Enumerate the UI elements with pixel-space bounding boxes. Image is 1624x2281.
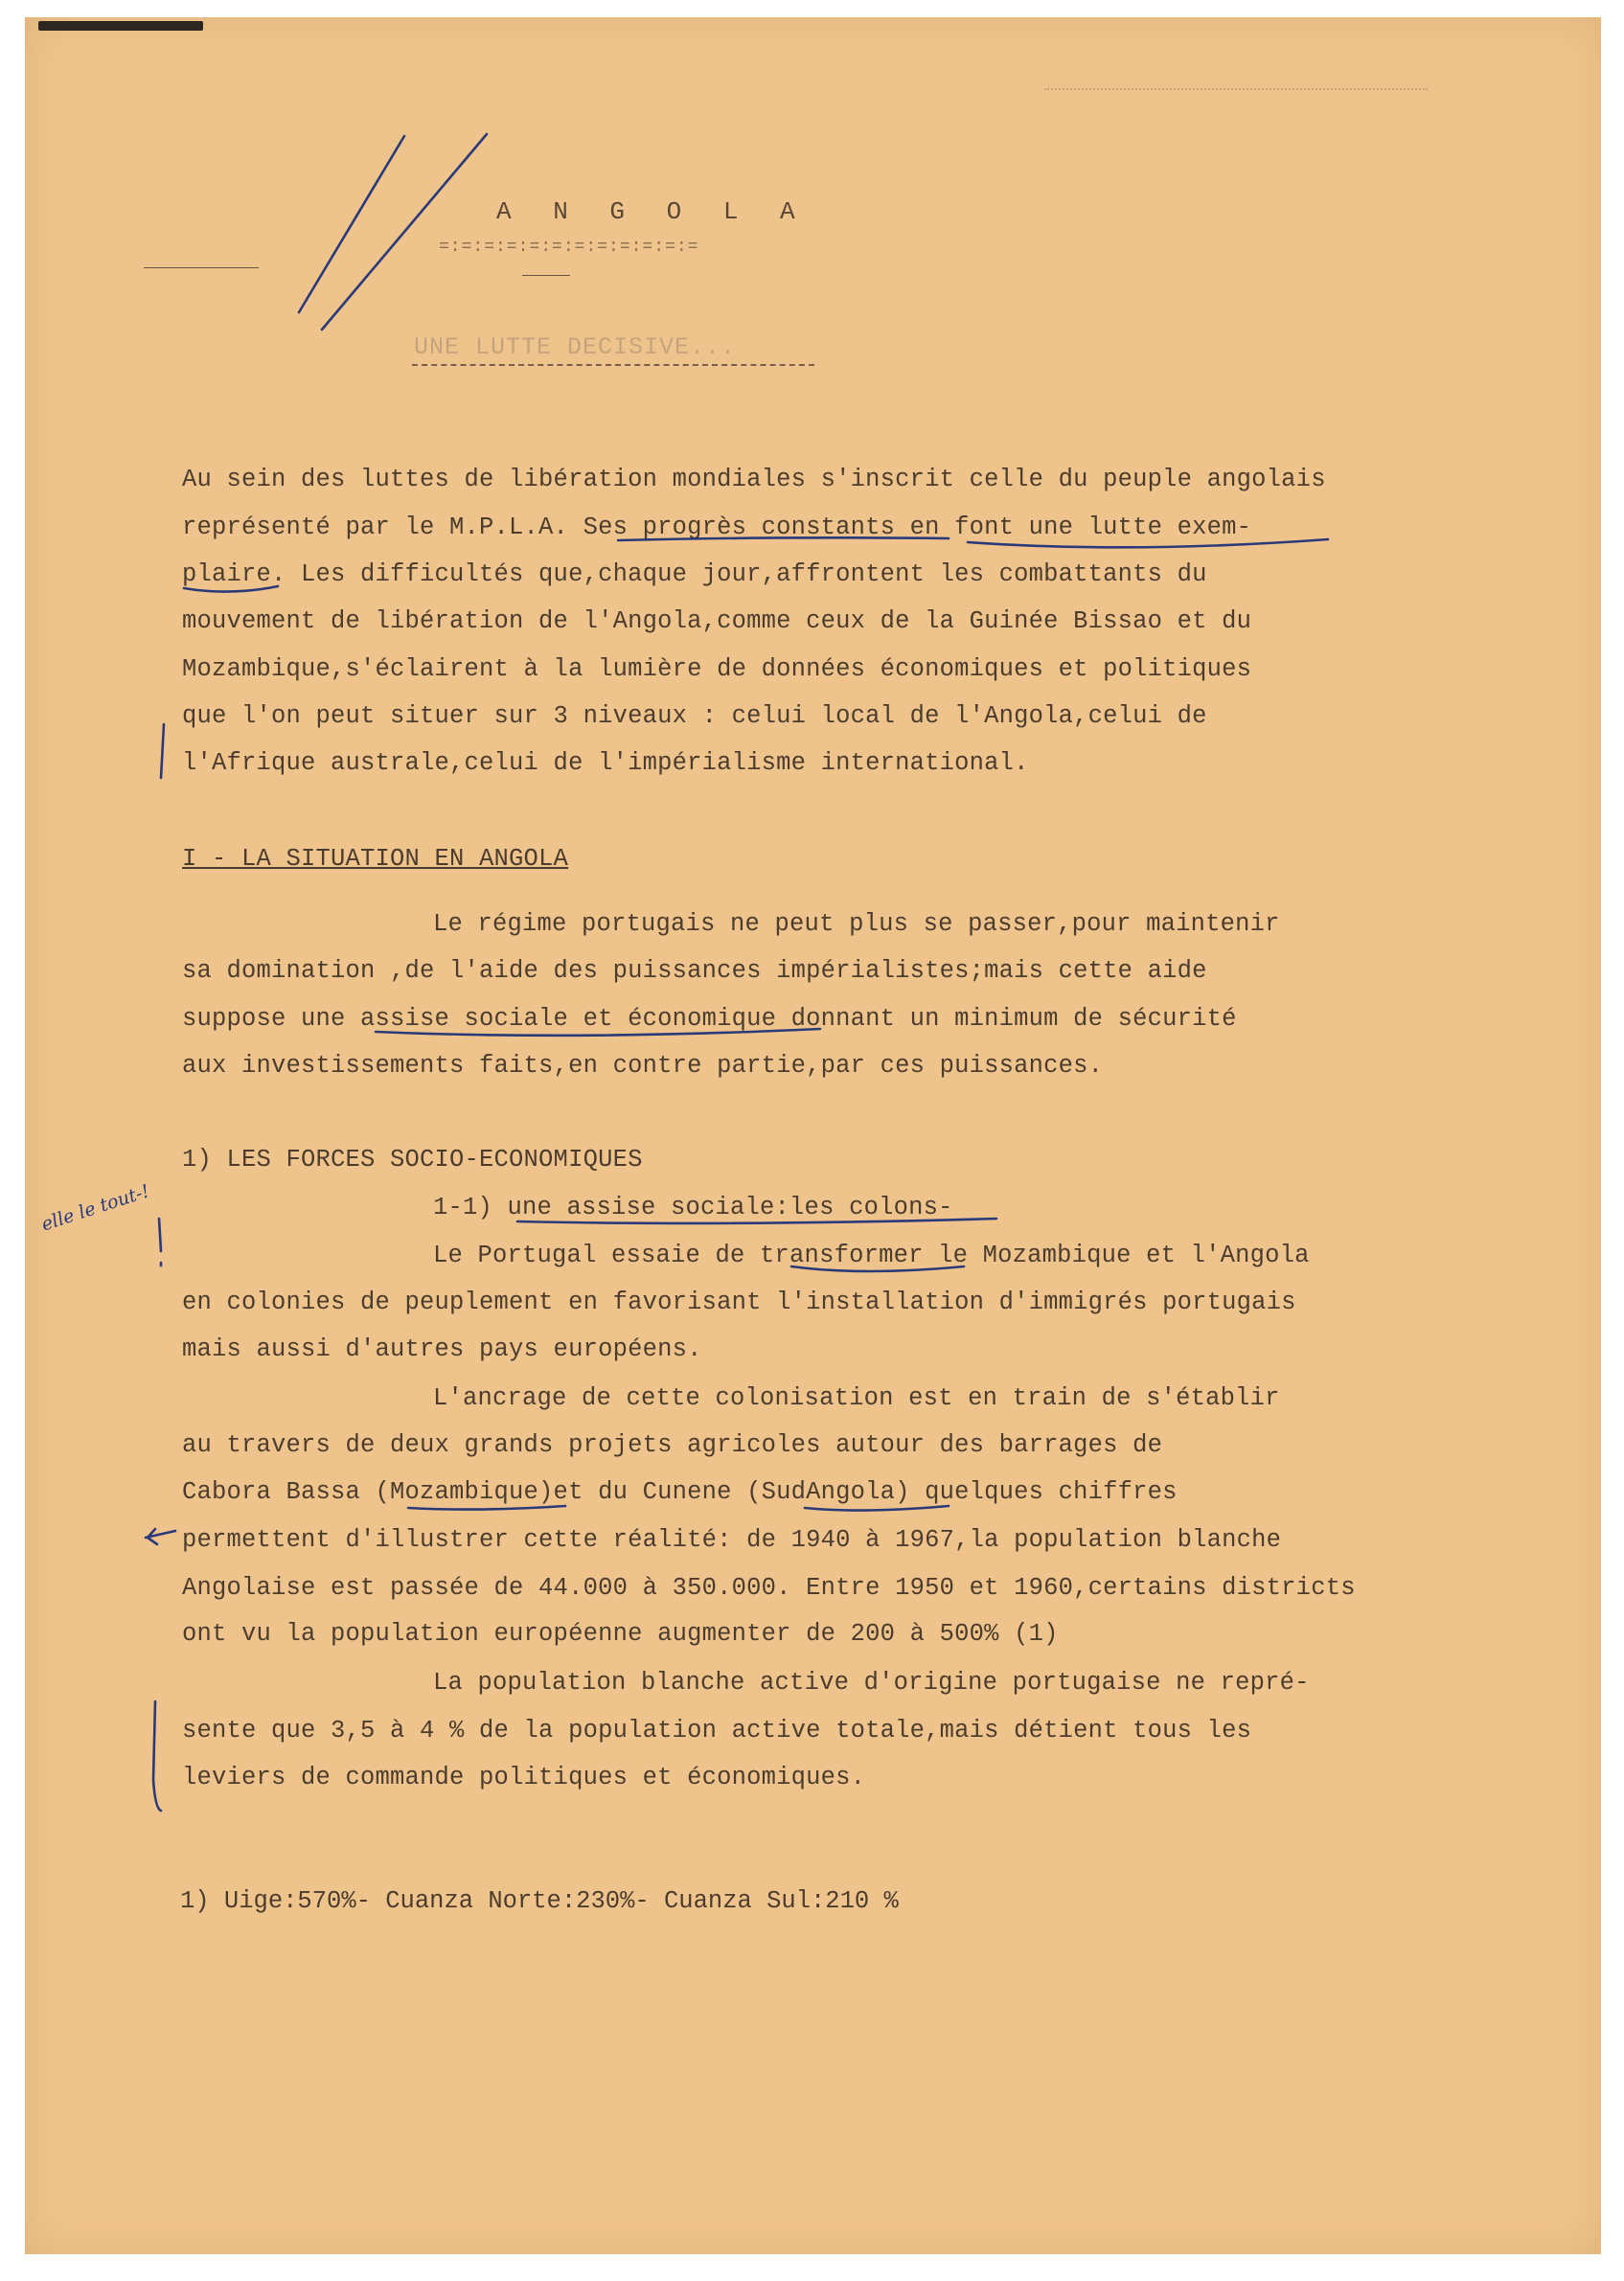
body-line: L'ancrage de cette colonisation est en train de s'établir — [433, 1384, 1280, 1412]
intro-line: l'Afrique australe,celui de l'impérialisme international. — [182, 749, 1029, 777]
title-rule — [522, 275, 570, 276]
paper-sheet — [25, 17, 1601, 2254]
section-line: aux investissements faits,en contre partie,par ces puissances. — [182, 1052, 1104, 1080]
tape-mark — [38, 21, 203, 31]
body-line: Angolaise est passée de 44.000 à 350.000. Entre 1950 et 1960,certains districts — [182, 1574, 1356, 1602]
footnote: 1) Uige:570%- Cuanza Norte:230%- Cuanza Sul:210 % — [180, 1887, 899, 1915]
intro-line: Mozambique,s'éclairent à la lumière de données économiques et politiques — [182, 655, 1252, 683]
handwritten-margin-note: elle le tout-! — [38, 1180, 152, 1236]
body-line: Le Portugal essaie de transformer le Mozambique et l'Angola — [433, 1242, 1310, 1269]
intro-line: représenté par le M.P.L.A. Ses progrès constants en font une lutte exem- — [182, 513, 1252, 541]
section-line: Le régime portugais ne peut plus se passer,pour maintenir — [433, 910, 1280, 938]
subtitle-underline — [412, 364, 814, 366]
intro-line: plaire. Les difficultés que,chaque jour,affrontent les combattants du — [182, 560, 1207, 588]
subsection-subheading: 1-1) une assise sociale:les colons- — [433, 1194, 953, 1221]
intro-line: que l'on peut situer sur 3 niveaux : celui local de l'Angola,celui de — [182, 702, 1207, 730]
body-line: La population blanche active d'origine portugaise ne repré- — [433, 1669, 1310, 1697]
body-line: permettent d'illustrer cette réalité: de 1940 à 1967,la population blanche — [182, 1526, 1282, 1554]
document-title: A N G O L A — [496, 197, 809, 226]
body-line: leviers de commande politiques et économiques. — [182, 1764, 866, 1791]
body-line: ont vu la population européenne augmenter de 200 à 500% (1) — [182, 1620, 1059, 1648]
section-line: sa domination ,de l'aide des puissances impérialistes;mais cette aide — [182, 957, 1207, 985]
title-decoration: =:=:=:=:=:=:=:=:=:=:=:= — [439, 238, 699, 257]
intro-line: mouvement de libération de l'Angola,comme ceux de la Guinée Bissao et du — [182, 607, 1252, 635]
body-line: Cabora Bassa (Mozambique)et du Cunene (SudAngola) quelques chiffres — [182, 1478, 1178, 1506]
section-line: suppose une assise sociale et économique donnant un minimum de sécurité — [182, 1005, 1237, 1033]
body-line: en colonies de peuplement en favorisant l'installation d'immigrés portugais — [182, 1289, 1296, 1316]
intro-line: Au sein des luttes de libération mondiales s'inscrit celle du peuple angolais — [182, 466, 1326, 493]
faint-mark — [1044, 88, 1428, 90]
subsection-heading: 1) LES FORCES SOCIO-ECONOMIQUES — [182, 1146, 643, 1174]
body-line: au travers de deux grands projets agricoles autour des barrages de — [182, 1431, 1163, 1459]
body-line: mais aussi d'autres pays européens. — [182, 1335, 702, 1363]
margin-rule — [144, 267, 259, 268]
body-line: sente que 3,5 à 4 % de la population active totale,mais détient tous les — [182, 1717, 1252, 1745]
document-subtitle: UNE LUTTE DECISIVE... — [414, 333, 737, 361]
section-heading: I - LA SITUATION EN ANGOLA — [182, 845, 569, 873]
